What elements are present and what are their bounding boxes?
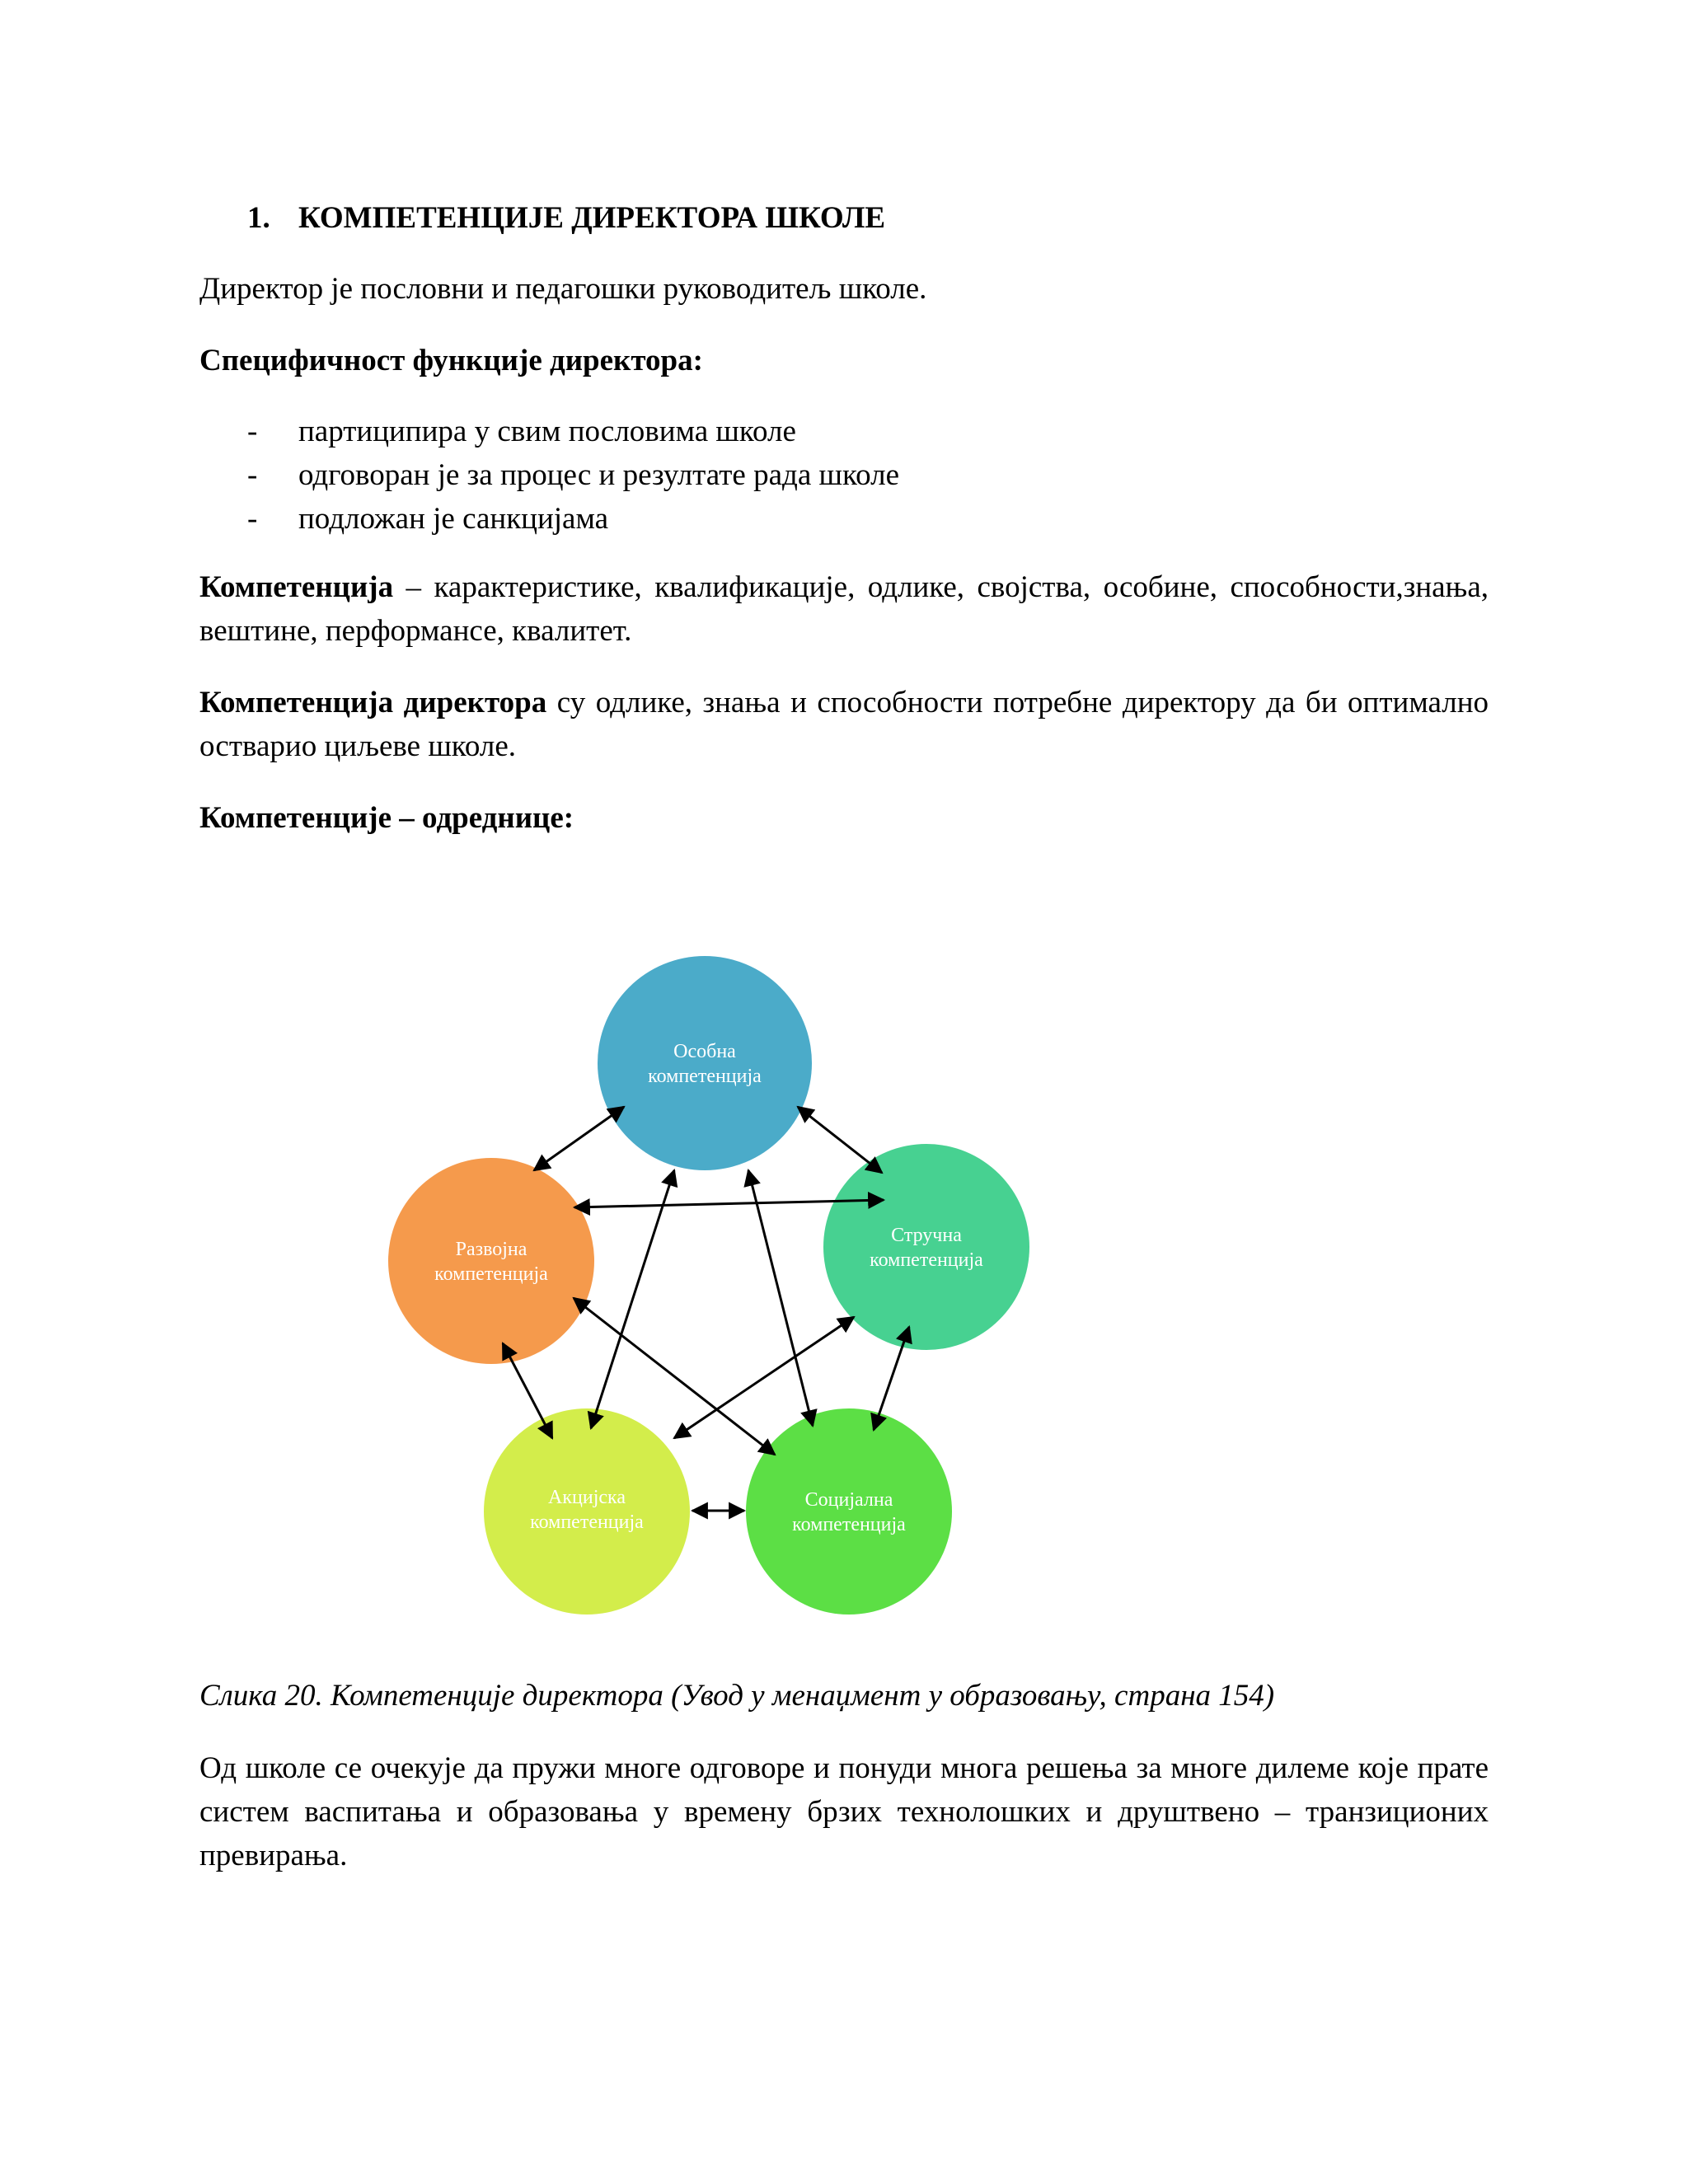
specific-title: Специфичност функције директора: xyxy=(199,344,703,377)
node-strucna-circle xyxy=(823,1144,1029,1350)
arrow-osobna-razvojna xyxy=(534,1107,624,1170)
node-strucna-label-2: компетенција xyxy=(870,1249,983,1271)
arrow-razvojna-akcijska xyxy=(503,1343,552,1438)
node-socijalna-label-1: Социјална xyxy=(804,1489,893,1511)
closing-paragraph: Од школе се очекује да пружи многе одговоре и понуди многа решења за многе дилеме које прате систем васпитања и образовања у времену брзих технолошких и друштвено – транзиционих превирања. xyxy=(199,1751,1489,1872)
director-definition-text: су одлике, знања и способности потребне директору да би оптимално остварио циљеве школе. xyxy=(199,686,1489,763)
section-number: 1. xyxy=(247,201,270,235)
definition-text: – карактеристике, квалификације, одлике, својства, особине, способности,знања, вештине, перформансе, квалитет. xyxy=(199,570,1489,648)
arrow-osobna-strucna xyxy=(798,1107,882,1173)
figure-caption: Слика 20. Компетенције директора (Увод у менаџмент у образовању, страна 154) xyxy=(199,1679,1275,1713)
arrow-osobna-socijalna xyxy=(748,1170,813,1426)
node-razvojna-label-2: компетенција xyxy=(434,1263,548,1285)
node-osobna-circle xyxy=(598,956,812,1170)
director-definition-term: Компетенција директора xyxy=(199,686,547,719)
arrow-osobna-akcijska xyxy=(591,1170,674,1428)
intro-paragraph: Директор је пословни и педагошки руководитељ школе. xyxy=(199,272,927,306)
determinants-title: Компетенције – одреднице: xyxy=(199,801,574,835)
definition-term: Компетенција xyxy=(199,570,394,604)
node-strucna-label-1: Стручна xyxy=(891,1225,962,1246)
node-akcijska-label-1: Акцијска xyxy=(548,1487,626,1508)
section-title: КОМПЕТЕНЦИЈЕ ДИРЕКТОРА ШКОЛЕ xyxy=(298,201,886,235)
node-socijalna-label-2: компетенција xyxy=(792,1514,906,1535)
node-osobna-label-2: компетенција xyxy=(648,1066,762,1087)
node-socijalna-circle xyxy=(746,1408,952,1615)
node-razvojna-label-1: Развојна xyxy=(455,1239,528,1260)
list-item: - партиципира у свим пословима школе xyxy=(247,415,796,448)
list-item: - одговоран је за процес и резултате рада школе xyxy=(247,458,899,492)
node-osobna-label-1: Особна xyxy=(673,1041,736,1062)
list-item: - подложан је санкцијама xyxy=(247,502,609,536)
node-razvojna-circle xyxy=(388,1158,594,1364)
node-akcijska-label-2: компетенција xyxy=(530,1511,644,1533)
